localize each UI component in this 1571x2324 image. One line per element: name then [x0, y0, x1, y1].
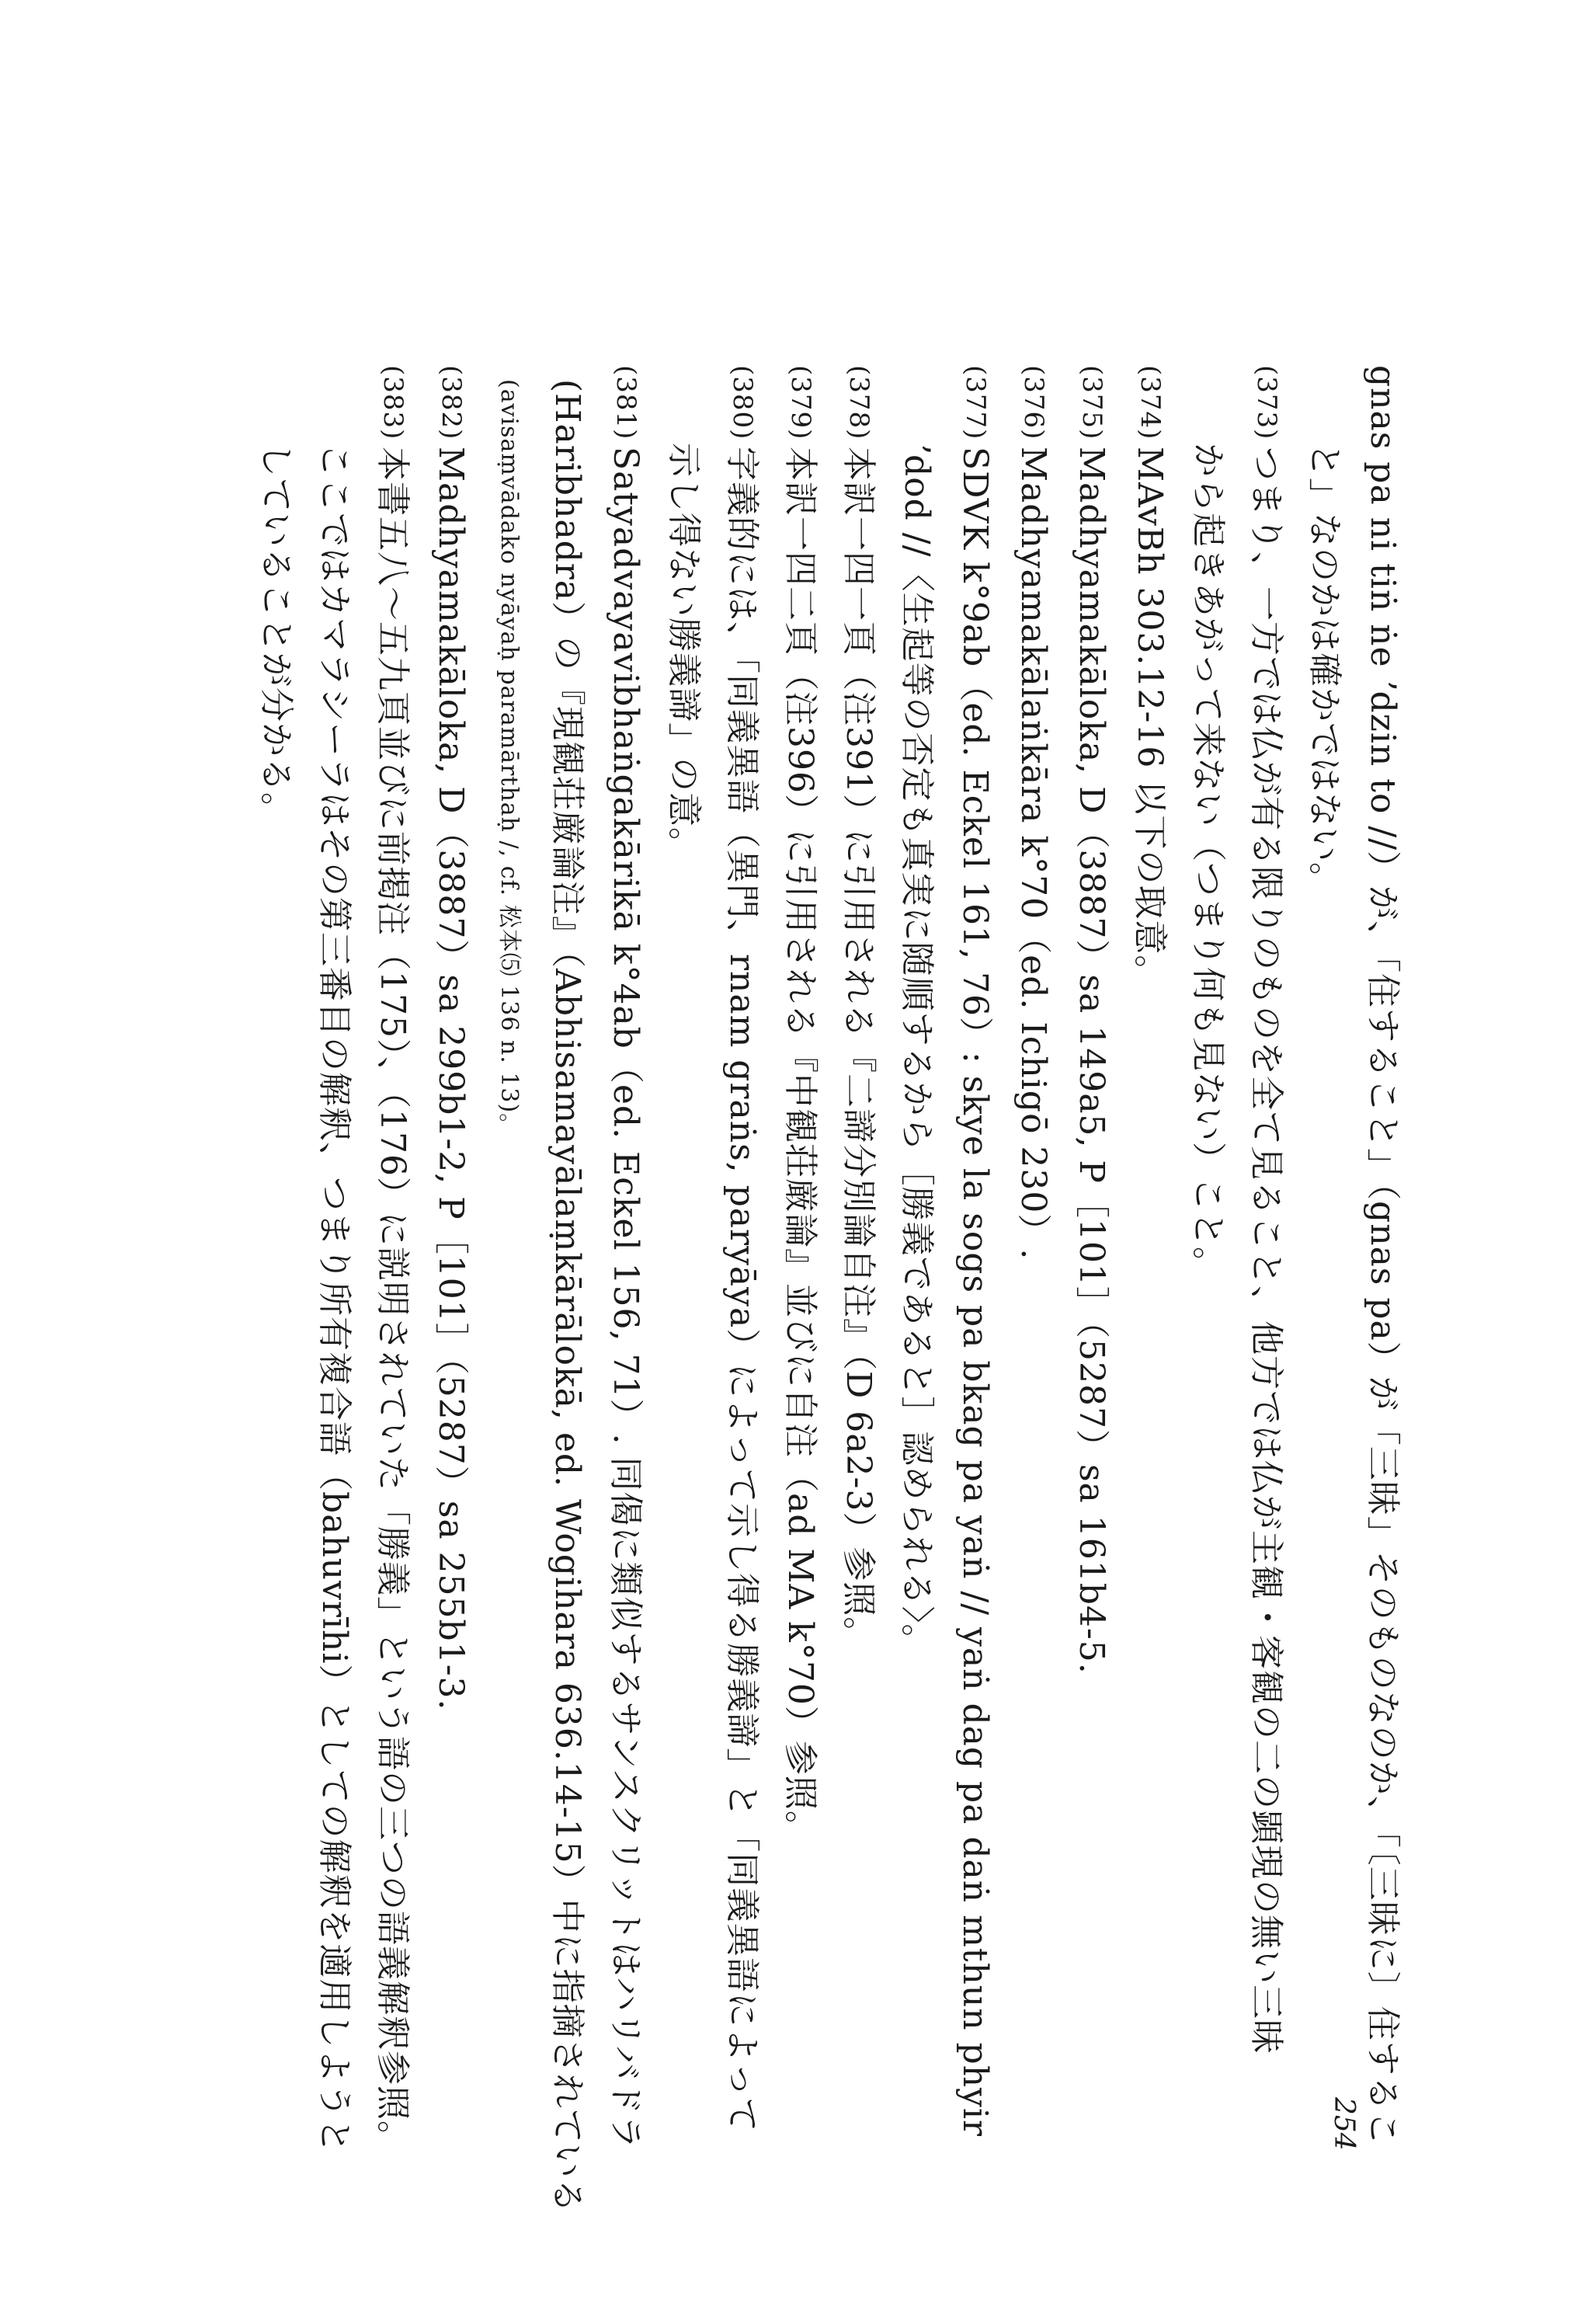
note-number: (373) [1251, 365, 1282, 440]
note-line [1179, 365, 1237, 2074]
note-line [538, 365, 596, 2214]
note-text: 本訳一四二頁（注396）に引用される『中観荘厳論』並びに自注（ad MA k°70）参照。 [780, 447, 820, 1846]
note-number: (382) [436, 365, 467, 440]
note-number: (380) [727, 365, 758, 440]
note-line [305, 365, 363, 2154]
note-text: (avisaṃvādako nyāyaḥ paramārthaḥ /, cf. 松本⑸ 136 n. 13)。 [495, 379, 523, 1138]
note-line [1237, 365, 1295, 2074]
page-number: 254 [1328, 2097, 1360, 2151]
note-line [771, 365, 829, 2074]
note-number: (378) [843, 365, 874, 440]
note-line [1004, 365, 1062, 2074]
note-text: Madhyamakāloka, D（3887）sa 149a5, P［101］（5287）sa 161b4-5. [1072, 447, 1111, 1675]
note-text: 示し得ない勝義諦」の意。 [664, 443, 704, 862]
note-line [1295, 365, 1354, 2074]
note-text: SDVK k°9ab（ed. Eckel 161, 76）: skye la sogs pa bkag pa yaṅ // yaṅ dag pa daṅ mthun phyir [955, 447, 995, 2137]
note-text: gnas pa ni tiṅ ṅe ʼdzin to //）が、「住すること」（gnas pa）が「三昧」そのものなのか、「〔三昧に〕住するこ [1363, 365, 1402, 2146]
note-line [247, 365, 305, 2074]
note-number: (376) [1018, 365, 1049, 440]
note-number: (383) [377, 365, 408, 440]
note-line [655, 365, 713, 2074]
note-text: MAvBh 303.12-16 以下の取意。 [1130, 447, 1170, 990]
note-text: Madhyamakāloka, D（3887）sa 299b1-2, P［101］（5287）sa 255b1-3. [431, 447, 471, 1711]
note-line [713, 365, 771, 2133]
note-line [480, 365, 538, 2074]
note-line [422, 365, 480, 2074]
note-line [829, 365, 888, 2074]
note-number: (377) [960, 365, 991, 440]
note-line [946, 365, 1004, 2137]
note-line [363, 365, 422, 2155]
note-text: ʼdod //〈生起等の否定も真実に随順するから［勝義であると］認められる〉。 [897, 443, 937, 1659]
note-text: から起きあがって来ない（つまり何も見ない）こと。 [1188, 443, 1228, 1282]
note-text: 字義的には、「同義異語（異門、rnam graṅs, paryāya）によって示し得る勝義諦」と「同義異語によって [722, 447, 762, 2133]
note-text: つまり、一方では仏が有る限りのものを全て見ること、他方では仏が主観・客観の二の顕現の無い三昧 [1246, 447, 1286, 2054]
note-line [596, 365, 655, 2150]
note-text: Satyadvayavibhaṅgakārikā k°4ab（ed. Eckel 156, 71）. 同偈に類似するサンスクリットはハリバドラ [606, 447, 645, 2150]
note-text: と」なのかは確かではない。 [1305, 443, 1344, 897]
note-number: (374) [1135, 365, 1166, 440]
note-line [888, 365, 946, 2074]
note-text: 本訳一四一頁（注391）に引用される『二諦分別論自注』（D 6a2-3）参照。 [839, 447, 878, 1652]
note-number: (375) [1076, 365, 1107, 440]
note-line [1121, 365, 1179, 2074]
note-text: (Haribhadra）の『現観荘厳論注』（Abhisamayālaṃkārālokā, ed. Wogihara 636.14-15）中に指摘されている [547, 379, 587, 2214]
note-line [1354, 365, 1412, 2146]
note-text: Madhyamakālaṅkāra k°70（ed. Ichigō 230）. [1013, 447, 1053, 1261]
note-line [1062, 365, 1121, 2074]
note-number: (381) [610, 365, 641, 440]
note-number: (379) [785, 365, 816, 440]
note-text: ここではカマラシーラはその第三番目の解釈、つまり所有複合語（bahuvrīhi）としての解釈を適用しようと [315, 443, 354, 2154]
note-text: していることが分かる。 [256, 443, 296, 827]
note-text: 本書五八～五九頁並びに前掲注（175）、（176）に説明されていた「勝義」という語の三つの語義解釈参照。 [373, 447, 412, 2155]
